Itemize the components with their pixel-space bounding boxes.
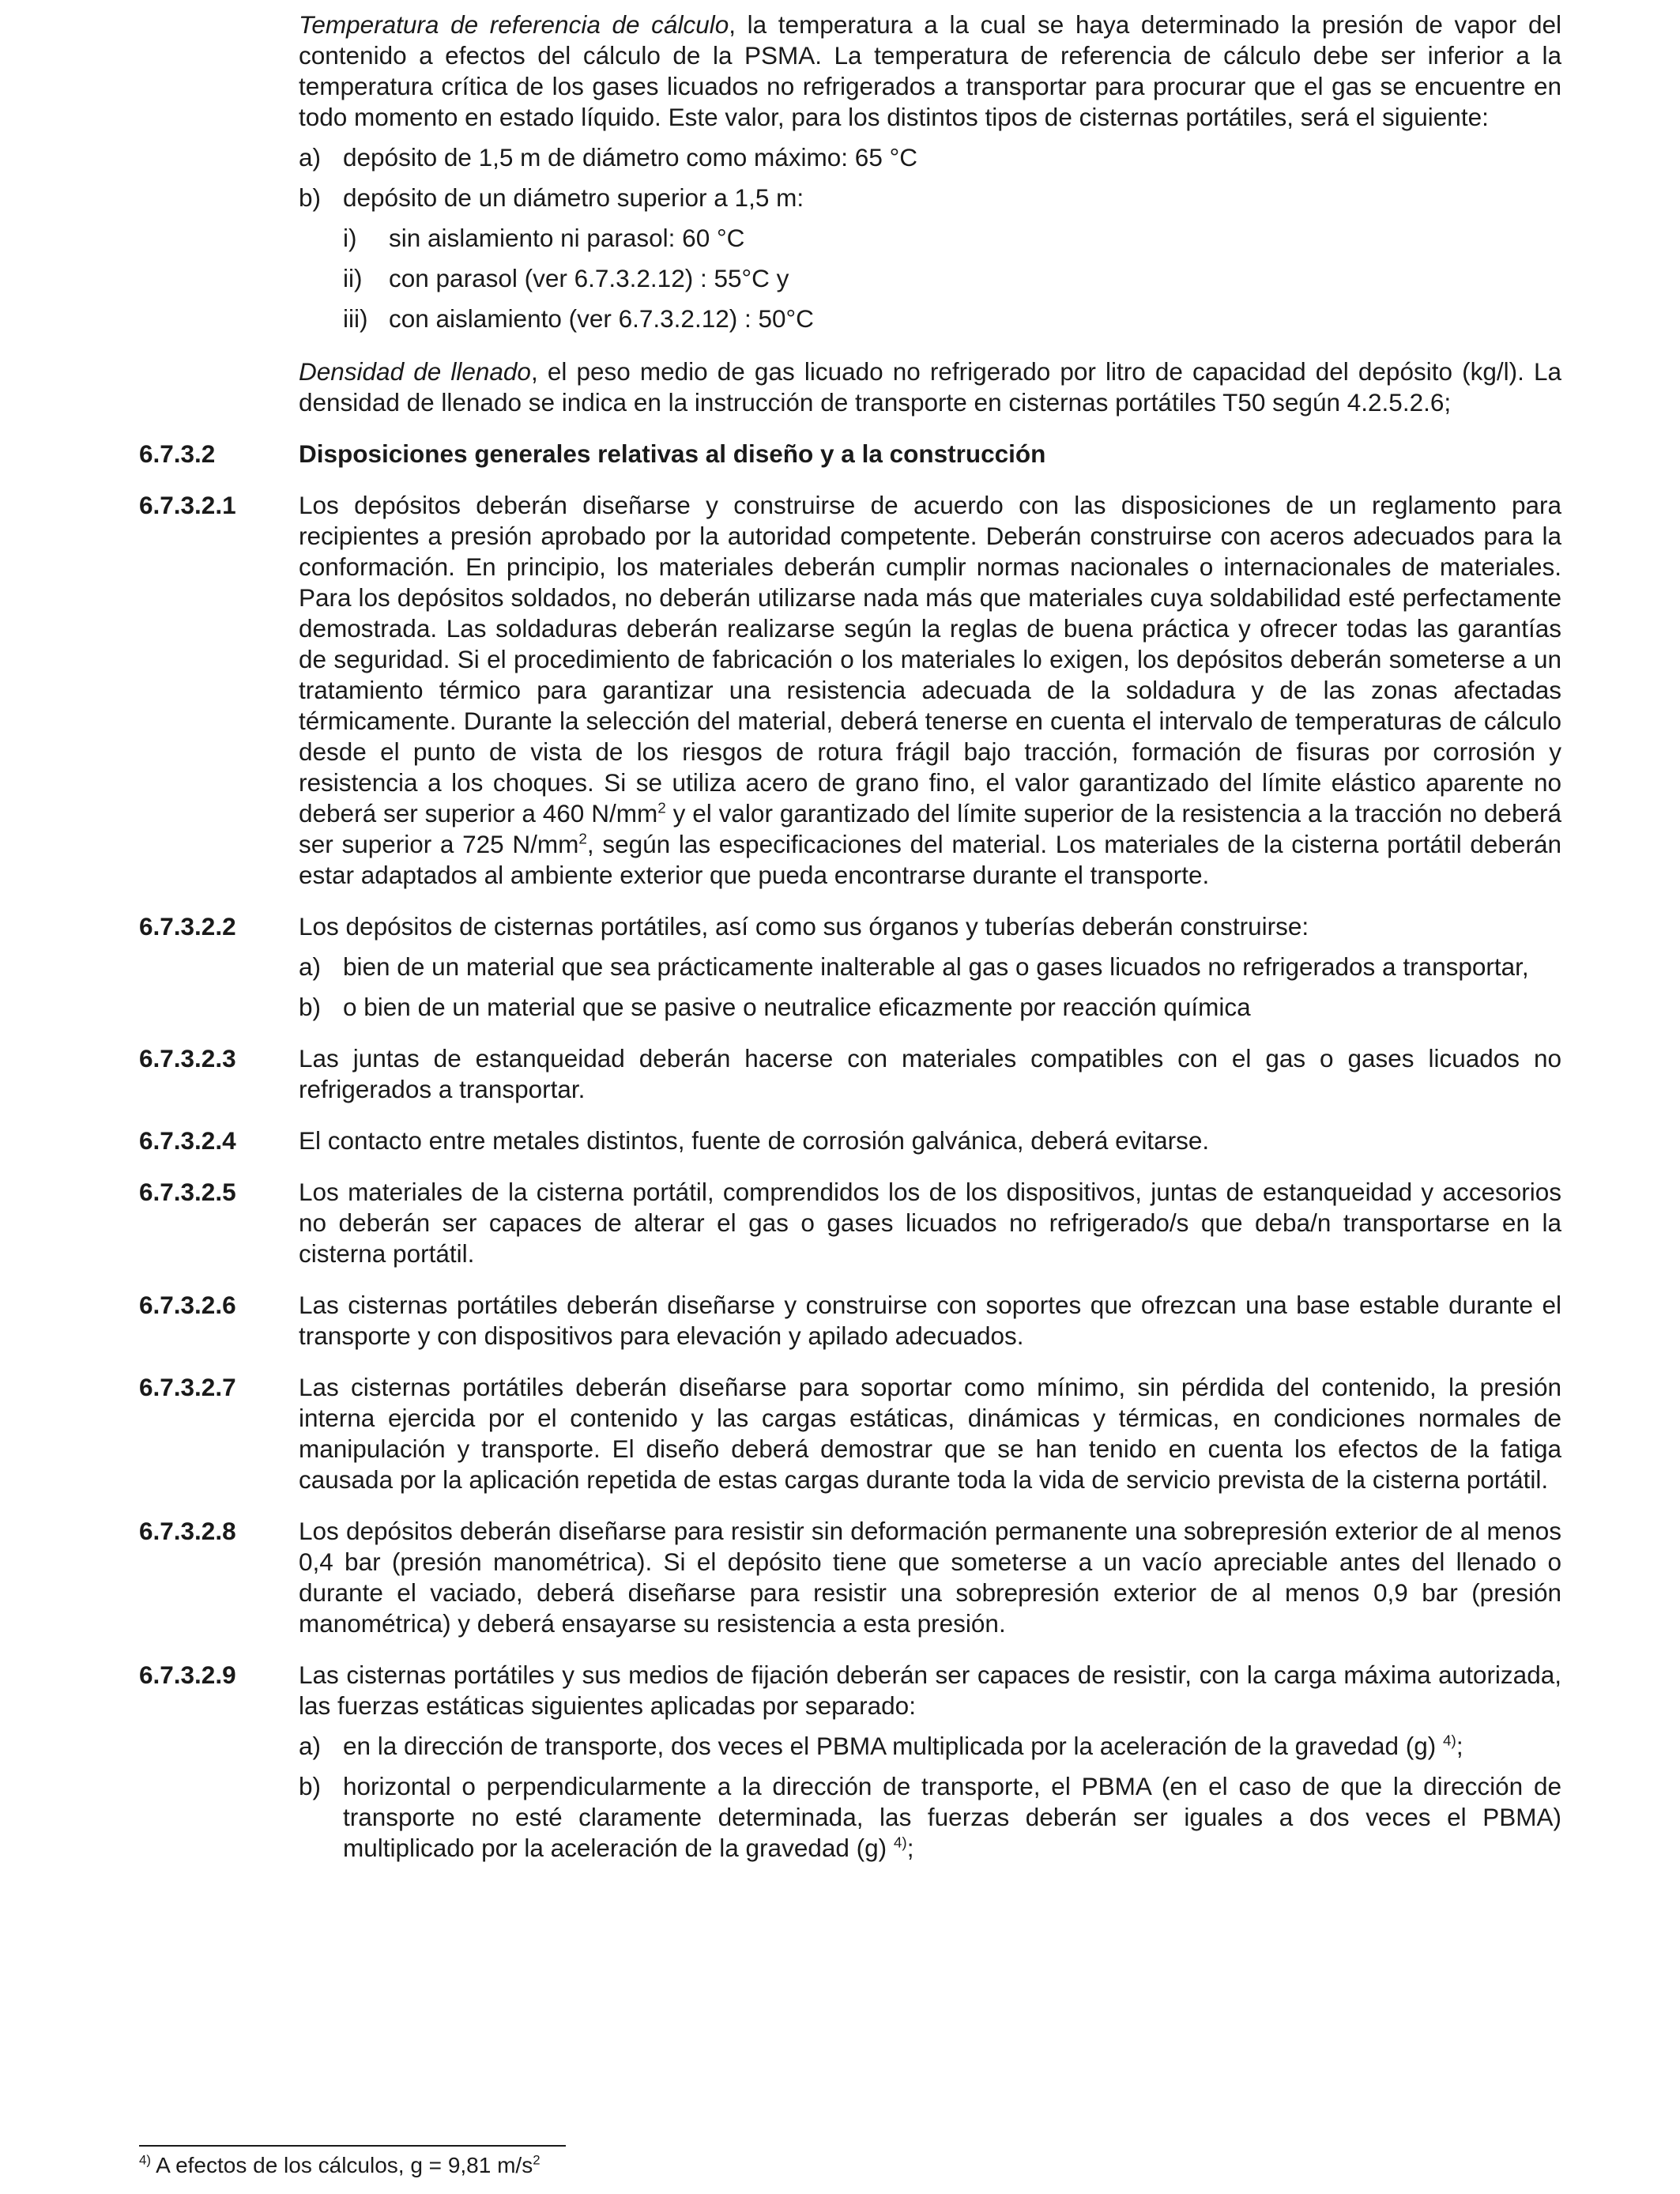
sub-list-item <box>343 303 1561 334</box>
list-item <box>299 1771 1561 1864</box>
section-title: Disposiciones generales relativas al diseño y a la construcción <box>299 439 1046 468</box>
section-6-7-3-2-1 <box>139 490 1561 891</box>
section-number: 6.7.3.2.2 <box>139 912 236 941</box>
superscript: 2 <box>533 2152 541 2168</box>
paragraph <box>299 490 1561 891</box>
paragraph: Los depósitos deberán diseñarse para resistir sin deformación permanente una sobrepresión exterior de al menos 0,4 bar (presión manométrica). Si el depósito tiene que someterse a un vacío apreciable antes del llenado o durante el vaciado, deberá diseñarse para resistir una sobrepresión exterior de al menos 0,9 bar (presión manométrica) y deberá ensayarse su resistencia a esta presión. <box>299 1517 1561 1638</box>
list-item-text: con parasol (ver 6.7.3.2.12) : 55°C y <box>389 264 789 292</box>
list-marker: iii) <box>343 304 368 333</box>
footnote-separator <box>139 2145 566 2147</box>
paragraph: Las cisternas portátiles y sus medios de fijación deberán ser capaces de resistir, con la carga máxima autorizada, las fuerzas estáticas siguientes aplicadas por separado: <box>299 1661 1561 1720</box>
paragraph-text: y el valor garantizado del límite superior de la resistencia a la tracción no deberá ser superior a 725 N/mm <box>299 799 1561 858</box>
section-6-7-3-2-2 <box>139 911 1561 1023</box>
page-content <box>139 9 1561 1864</box>
section-body <box>299 490 1561 891</box>
footnote <box>139 2151 541 2180</box>
list-marker: a) <box>299 143 322 172</box>
paragraph <box>299 9 1561 133</box>
footnote-reference: 4) <box>893 1834 907 1852</box>
list-item-text: sin aislamiento ni parasol: 60 °C <box>389 224 745 252</box>
list-item-text: o bien de un material que se pasive o neutralice eficazmente por reacción química <box>343 993 1251 1021</box>
paragraph: Las juntas de estanqueidad deberán hacerse con materiales compatibles con el gas o gases licuados no refrigerados a transportar. <box>299 1044 1561 1103</box>
section-number: 6.7.3.2.6 <box>139 1291 236 1319</box>
list-item-text: depósito de 1,5 m de diámetro como máximo: 65 °C <box>343 143 917 172</box>
list-item-text-part: en la dirección de transporte, dos veces el PBMA multiplicada por la aceleración de la gravedad (g) <box>343 1732 1444 1760</box>
list-item-text-part: ; <box>1456 1732 1463 1760</box>
definition-design-temperature <box>299 9 1561 418</box>
section-number: 6.7.3.2.1 <box>139 491 236 519</box>
section-6-7-3-2-9 <box>139 1660 1561 1864</box>
sub-list-item <box>343 263 1561 294</box>
section-number: 6.7.3.2.5 <box>139 1178 236 1206</box>
paragraph-text: , el peso medio de gas licuado no refrigerado por litro de capacidad del depósito (kg/l). La densidad de llenado se indica en la instrucción de transporte en cisternas portátiles T50 según 4.2.5.2.6; <box>299 357 1561 417</box>
list-item <box>299 183 1561 213</box>
list-marker: b) <box>299 183 322 212</box>
paragraph-text: Los depósitos deberán diseñarse y construirse de acuerdo con las disposiciones de un reglamento para recipientes a presión aprobado por la autoridad competente. Deberán construirse con aceros adecuados para la conformación. En principio, los materiales deberán cumplir normas nacionales o internacionales de materiales. Para los depósitos soldados, no deberán utilizarse nada más que materiales cuya soldabilidad esté perfectamente demostrada. Las soldaduras deberán realizarse según la reglas de buena práctica y ofrecer todas las garantías de seguridad. Si el procedimiento de fabricación o los materiales lo exigen, los depósitos deberán someterse a un tratamiento térmico para garantizar una resistencia adecuada de la soldadura y de las zonas afectadas térmicamente. Durante la selección del material, deberá tenerse en cuenta el intervalo de temperaturas de cálculo desde el punto de vista de los riesgos de rotura frágil bajo tracción, formación de fisuras por corrosión y resistencia a los choques. Si se utiliza acero de grano fino, el valor garantizado del límite elástico aparente no deberá ser superior a 460 N/mm <box>299 491 1561 827</box>
paragraph <box>299 356 1561 418</box>
list-item-text: bien de un material que sea prácticamente inalterable al gas o gases licuados no refrigerados a transportar, <box>343 952 1529 981</box>
list-item-text-part: horizontal o perpendicularmente a la dirección de transporte, el PBMA (en el caso de que la dirección de transporte no esté claramente determinada, las fuerzas deberán ser iguales a dos veces el PBMA) multiplicado por la aceleración de la gravedad (g) <box>343 1772 1561 1862</box>
list-marker: ii) <box>343 264 363 292</box>
paragraph: Los materiales de la cisterna portátil, comprendidos los de los dispositivos, juntas de estanqueidad y accesorios no deberán ser capaces de alterar el gas o gases licuados no refrigerado/s que deba/n transportarse en la cisterna portátil. <box>299 1178 1561 1268</box>
list-item-text-part: ; <box>906 1834 914 1862</box>
list-item-text <box>343 1771 1561 1864</box>
list-item <box>299 142 1561 173</box>
footnote-marker: 4) <box>139 2152 151 2168</box>
section-number: 6.7.3.2.9 <box>139 1661 236 1689</box>
defined-term: Temperatura de referencia de cálculo <box>299 10 729 39</box>
paragraph: Las cisternas portátiles deberán diseñarse para soportar como mínimo, sin pérdida del contenido, la presión interna ejercida por el contenido y las cargas estáticas, dinámicas y térmicas, en condiciones normales de manipulación y transporte. El diseño deberá demostrar que se han tenido en cuenta los efectos de la fatiga causada por la aplicación repetida de estas cargas durante toda la vida de servicio prevista de la cisterna portátil. <box>299 1373 1561 1494</box>
section-6-7-3-2-7 <box>139 1372 1561 1495</box>
list-item <box>299 992 1561 1023</box>
list-item <box>299 1731 1561 1762</box>
list-item <box>299 952 1561 982</box>
paragraph-text: , la temperatura a la cual se haya determinado la presión de vapor del contenido a efectos del cálculo de la PSMA. La temperatura de referencia de cálculo debe ser inferior a la temperatura crítica de los gases licuados no refrigerados a transportar para procurar que el gas se encuentre en todo momento en estado líquido. Este valor, para los distintos tipos de cisternas portátiles, será el siguiente: <box>299 10 1561 131</box>
list-marker: b) <box>299 993 322 1021</box>
section-6-7-3-2-5 <box>139 1177 1561 1269</box>
list-item-text: con aislamiento (ver 6.7.3.2.12) : 50°C <box>389 304 814 333</box>
section-number: 6.7.3.2.7 <box>139 1373 236 1401</box>
defined-term: Densidad de llenado <box>299 357 531 386</box>
section-heading <box>139 439 1561 469</box>
section-number: 6.7.3.2.3 <box>139 1044 236 1072</box>
list-marker: i) <box>343 224 357 252</box>
paragraph: Los depósitos de cisternas portátiles, así como sus órganos y tuberías deberán construirse: <box>299 912 1309 941</box>
section-6-7-3-2-3 <box>139 1043 1561 1105</box>
paragraph: El contacto entre metales distintos, fuente de corrosión galvánica, deberá evitarse. <box>299 1126 1210 1155</box>
paragraph: Las cisternas portátiles deberán diseñarse y construirse con soportes que ofrezcan una base estable durante el transporte y con dispositivos para elevación y apilado adecuados. <box>299 1291 1561 1350</box>
section-number: 6.7.3.2 <box>139 439 216 468</box>
section-number: 6.7.3.2.4 <box>139 1126 236 1155</box>
sub-list-item <box>343 223 1561 254</box>
paragraph-text: , según las especificaciones del material. Los materiales de la cisterna portátil deberán estar adaptados al ambiente exterior que pueda encontrarse durante el transporte. <box>299 830 1562 889</box>
sub-list <box>343 223 1561 334</box>
section-6-7-3-2-4 <box>139 1125 1561 1156</box>
list-marker: b) <box>299 1772 322 1800</box>
list-marker: a) <box>299 1732 322 1760</box>
superscript: 2 <box>657 800 666 817</box>
section-body <box>299 1660 1561 1864</box>
section-number: 6.7.3.2.8 <box>139 1517 236 1545</box>
footnote-text: A efectos de los cálculos, g = 9,81 m/s <box>150 2153 533 2177</box>
superscript: 2 <box>578 831 587 848</box>
section-6-7-3-2-6 <box>139 1290 1561 1351</box>
list-marker: a) <box>299 952 322 981</box>
section-6-7-3-2-8 <box>139 1516 1561 1639</box>
section-body <box>299 911 1561 1023</box>
footnote-reference: 4) <box>1443 1732 1456 1750</box>
list-item-text <box>343 1731 1561 1762</box>
list-item-text: depósito de un diámetro superior a 1,5 m: <box>343 183 804 212</box>
